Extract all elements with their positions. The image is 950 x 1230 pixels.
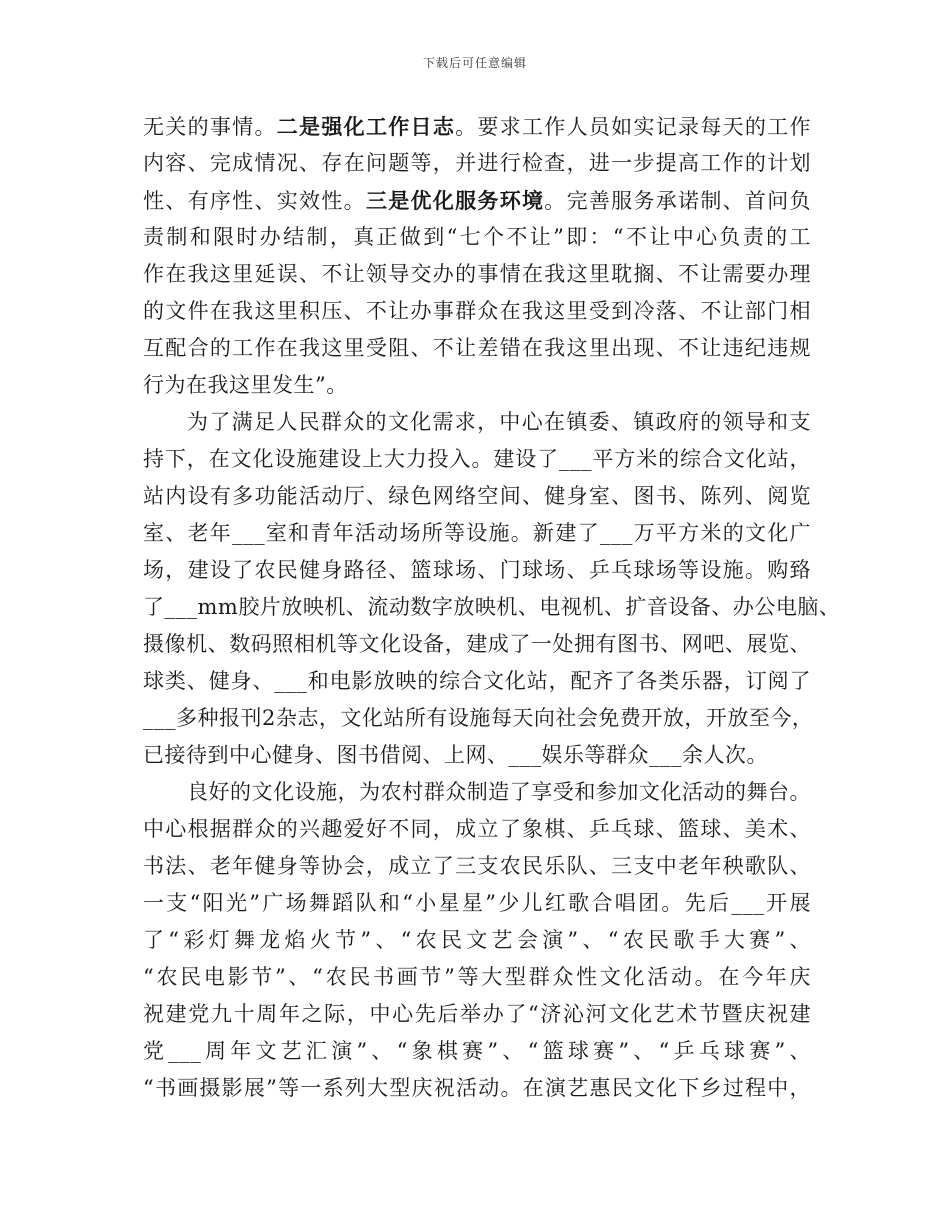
paragraph-2 [143, 404, 841, 774]
text-line [143, 182, 811, 219]
bold-heading-run: 三是优化服务环境 [365, 188, 545, 213]
text-line [143, 626, 811, 663]
text-run: 内容、完成情况、存在问题等，并进行检查，进一步提高工作的计划 [143, 151, 811, 175]
paragraph-3 [143, 774, 811, 1107]
text-run: 行为在我这里发生”。 [143, 373, 348, 397]
text-run: 无关的事情。 [143, 115, 277, 139]
text-run: 一支“阳光”广场舞蹈队和“小星星”少儿红歌合唱团。先后___开展 [143, 891, 811, 915]
text-line [143, 663, 811, 700]
text-line [143, 922, 811, 959]
text-line [143, 959, 811, 996]
text-line [143, 774, 811, 811]
text-run: 。完善服务承诺制、首问负 [544, 189, 812, 213]
text-line [143, 293, 811, 330]
text-line [143, 256, 811, 293]
text-run: 作在我这里延误、不让领导交办的事情在我这里耽搁、不让需要办理 [143, 262, 811, 286]
text-line [143, 330, 811, 367]
text-run: 。要求工作人员如实记录每天的工作 [455, 115, 812, 139]
page-header-note: 下载后可任意编辑 [422, 56, 527, 70]
text-line [143, 885, 811, 922]
text-line [143, 515, 811, 552]
text-line [143, 219, 811, 256]
text-line [143, 145, 811, 182]
text-run: 站内设有多功能活动厅、绿色网络空间、健身室、图书、陈列、阅览 [143, 484, 811, 508]
text-run: 持下，在文化设施建设上大力投入。建设了___平方米的综合文化站， [143, 447, 811, 471]
text-run: 摄像机、数码照相机等文化设备，建成了一处拥有图书、网吧、展览、 [143, 632, 811, 656]
text-line [143, 441, 811, 478]
text-line [143, 737, 811, 774]
text-line [143, 996, 811, 1033]
text-line [143, 848, 811, 885]
text-line [143, 404, 811, 441]
text-line [143, 108, 811, 145]
text-run: 性、有序性、实效性。 [143, 189, 366, 213]
text-run: 球类、健身、___和电影放映的综合文化站，配齐了各类乐器，订阅了 [143, 669, 811, 693]
text-run: 祝建党九十周年之际，中心先后举办了“济沁河文化艺术节暨庆祝建 [143, 1002, 811, 1026]
text-run: 书法、老年健身等协会，成立了三支农民乐队、三支中老年秧歌队、 [143, 854, 811, 878]
text-run: 场，建设了农民健身路径、篮球场、门球场、乒乓球场等设施。购臵 [143, 558, 811, 582]
text-run: “农民电影节”、“农民书画节”等大型群众性文化活动。在今年庆 [143, 965, 811, 989]
text-run: “书画摄影展”等一系列大型庆祝活动。在演艺惠民文化下乡过程中， [143, 1076, 811, 1100]
text-run: 了“彩灯舞龙焰火节”、“农民文艺会演”、“农民歌手大赛”、 [143, 928, 811, 952]
text-run: 已接待到中心健身、图书借阅、上网、___娱乐等群众___余人次。 [143, 743, 768, 767]
text-run: 的文件在我这里积压、不让办事群众在我这里受到冷落、不让部门相 [143, 299, 811, 323]
text-run: 了___mm胶片放映机、流动数字放映机、电视机、扩音设备、办公电脑、 [143, 595, 841, 619]
bold-heading-run: 二是强化工作日志 [276, 114, 456, 139]
text-line [143, 367, 811, 404]
paragraph-1 [143, 108, 811, 404]
text-line [143, 478, 811, 515]
text-line [143, 811, 811, 848]
text-run: 党___周年文艺汇演”、“象棋赛”、“篮球赛”、“乒乓球赛”、 [143, 1039, 811, 1063]
text-line [143, 1033, 811, 1070]
text-run: ___多种报刊2杂志，文化站所有设施每天向社会免费开放，开放至今， [143, 706, 814, 730]
text-run: 为了满足人民群众的文化需求，中心在镇委、镇政府的领导和支 [187, 410, 811, 434]
text-run: 责制和限时办结制，真正做到“七个不让”即：“不让中心负责的工 [143, 225, 811, 249]
text-run: 中心根据群众的兴趣爱好不同，成立了象棋、乒乓球、篮球、美术、 [143, 817, 811, 841]
text-line [143, 589, 841, 626]
text-line [143, 1070, 811, 1107]
text-run: 良好的文化设施，为农村群众制造了享受和参加文化活动的舞台。 [187, 780, 811, 804]
text-line [143, 552, 811, 589]
text-run: 互配合的工作在我这里受阻、不让差错在我这里出现、不让违纪违规 [143, 336, 811, 360]
document-body [143, 108, 841, 1107]
text-run: 室、老年___室和青年活动场所等设施。新建了___万平方米的文化广 [143, 521, 811, 545]
text-line [143, 700, 814, 737]
